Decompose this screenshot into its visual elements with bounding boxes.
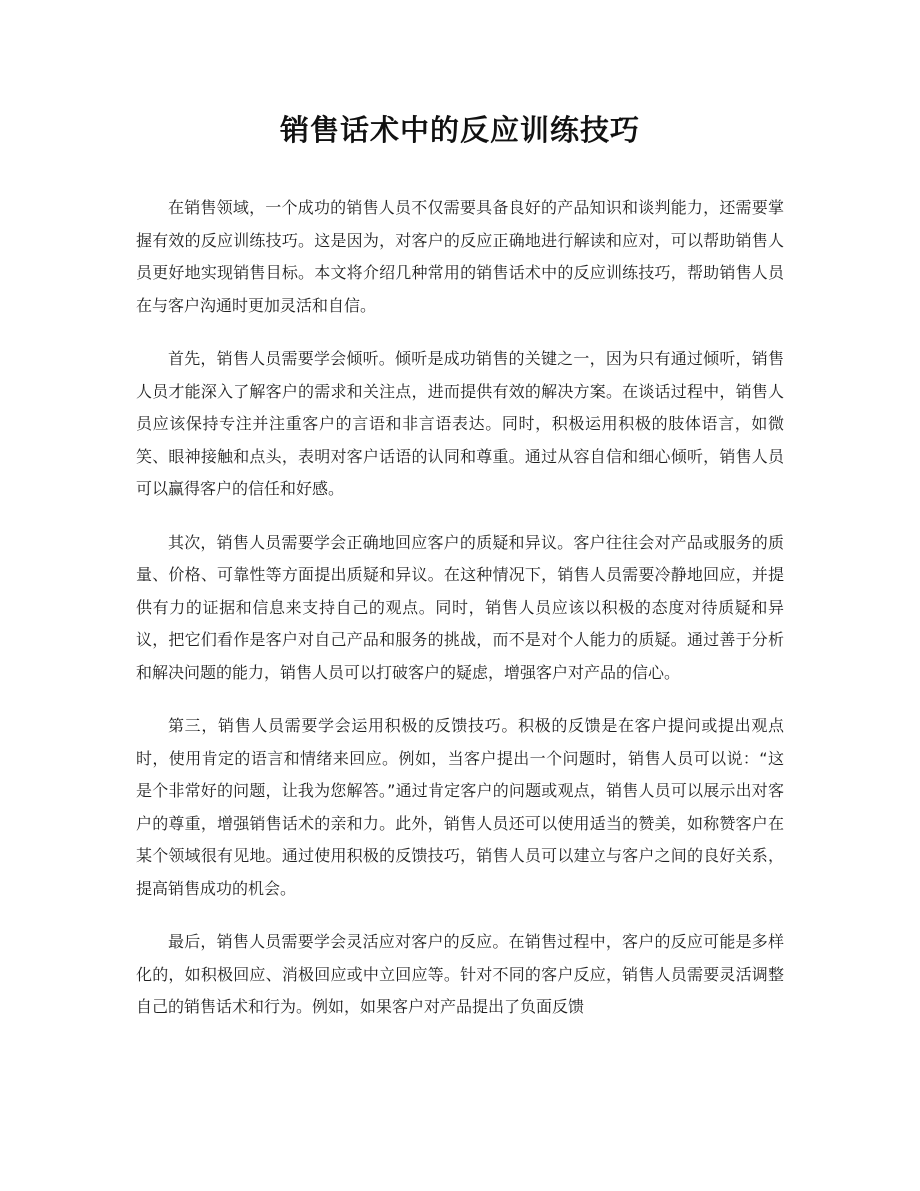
paragraph-feedback: 第三，销售人员需要学会运用积极的反馈技巧。积极的反馈是在客户提问或提出观点时，使用肯定的语言和情绪来回应。例如，当客户提出一个问题时，销售人员可以说：“这是个非常好的问题，让我为您解答。”通过肯定客户的问题或观点，销售人员可以展示出对客户的尊重，增强销售话术的亲和力。此外，销售人员还可以使用适当的赞美，如称赞客户在某个领域很有见地。通过使用积极的反馈技巧，销售人员可以建立与客户之间的良好关系，提高销售成功的机会。 [136,716,784,898]
paragraph-listening: 首先，销售人员需要学会倾听。倾听是成功销售的关键之一，因为只有通过倾听，销售人员才能深入了解客户的需求和关注点，进而提供有效的解决方案。在谈话过程中，销售人员应该保持专注并注重客户的言语和非言语表达。同时，积极运用积极的肢体语言，如微笑、眼神接触和点头，表明对客户话语的认同和尊重。通过从容自信和细心倾听，销售人员可以赢得客户的信任和好感。 [136,349,784,498]
document-title: 销售话术中的反应训练技巧 [279,113,640,147]
paragraph-objections: 其次，销售人员需要学会正确地回应客户的质疑和异议。客户往往会对产品或服务的质量、价格、可靠性等方面提出质疑和异议。在这种情况下，销售人员需要冷静地回应，并提供有力的证据和信息来支持自己的观点。同时，销售人员应该以积极的态度对待质疑和异议，把它们看作是客户对自己产品和服务的挑战，而不是对个人能力的质疑。通过善于分析和解决问题的能力，销售人员可以打破客户的疑虑，增强客户对产品的信心。 [136,532,784,682]
paragraph-flexibility: 最后，销售人员需要学会灵活应对客户的反应。在销售过程中，客户的反应可能是多样化的，如积极回应、消极回应或中立回应等。针对不同的客户反应，销售人员需要灵活调整自己的销售话术和行为。例如，如果客户对产品提出了负面反馈 [136,932,784,1016]
paragraph-intro: 在销售领域，一个成功的销售人员不仅需要具备良好的产品知识和谈判能力，还需要掌握有效的反应训练技巧。这是因为，对客户的反应正确地进行解读和应对，可以帮助销售人员更好地实现销售目标。本文将介绍几种常用的销售话术中的反应训练技巧，帮助销售人员在与客户沟通时更加灵活和自信。 [136,198,784,315]
